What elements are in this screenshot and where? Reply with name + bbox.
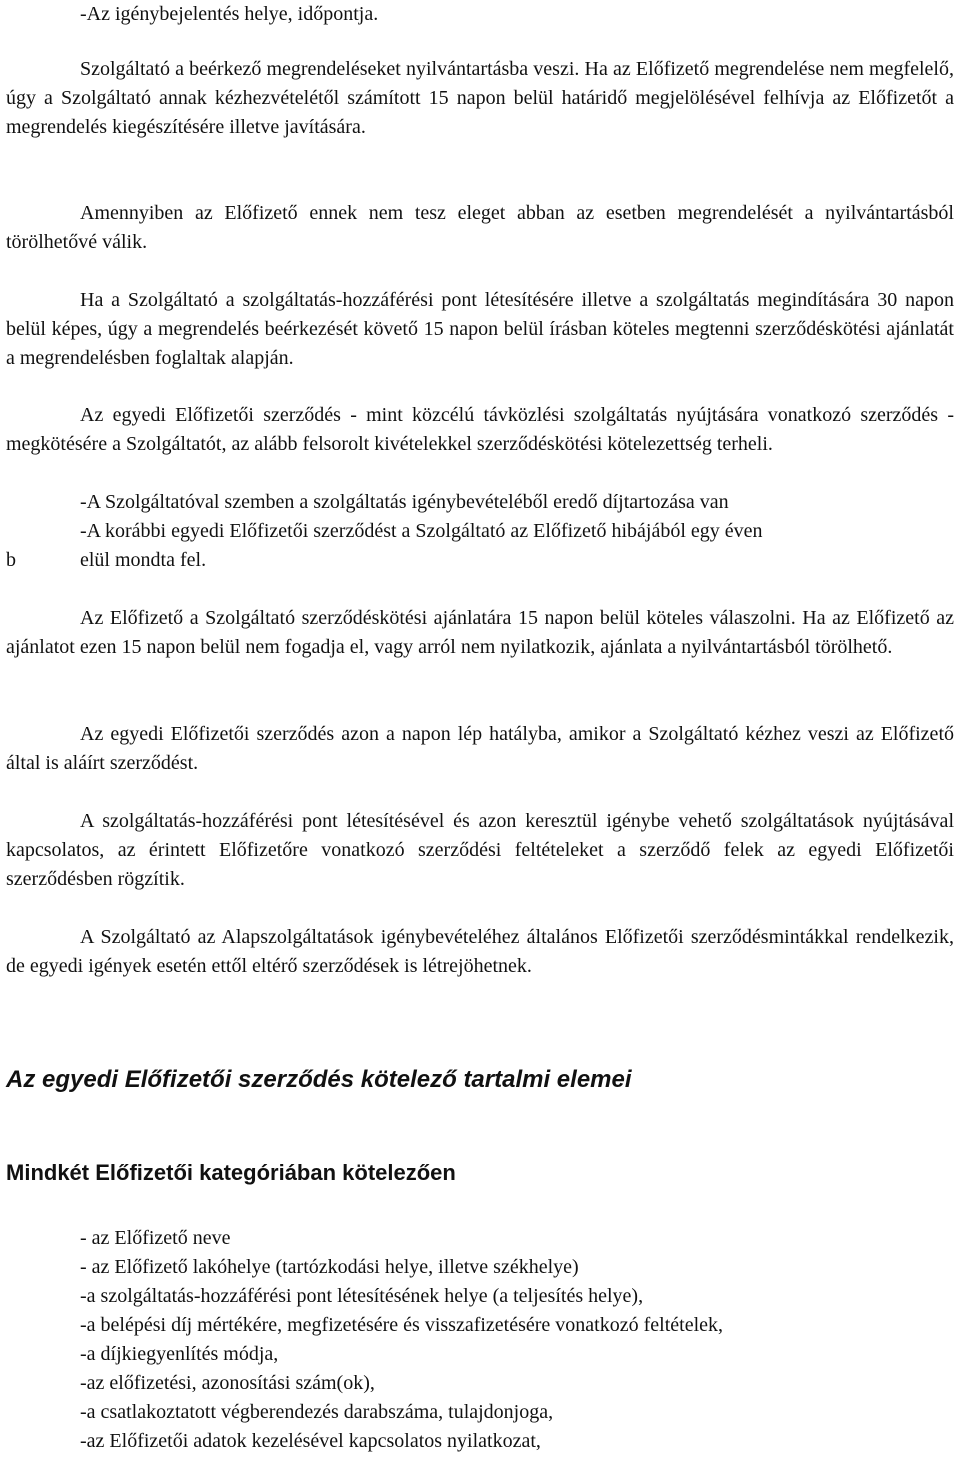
exception-item-previous-contract bbox=[6, 517, 954, 575]
mandatory-elements-list bbox=[6, 1224, 954, 1456]
paragraph-order-registration: Szolgáltató a beérkező megrendeléseket nyilvántartásba veszi. Ha az Előfizető megrendelése nem megfelelő, úgy a Szolgáltató annak kézhezvételétől számított 15 napon belül határidő megjelölésével felhívja az Előfizetőt a megrendelés kiegészítésére illetve javítására. bbox=[6, 58, 954, 138]
paragraph-reply: Az Előfizető a Szolgáltató szerződéskötési ajánlatára 15 napon belül köteles válaszolni. Ha az Előfizető az ajánlatot ezen 15 napon belül nem fogadja el, vagy arról nem nyilatkozik, ajánlata a nyilvántartásból törölhető. bbox=[6, 607, 954, 658]
exception-item-debt: -A Szolgáltatóval szemben a szolgáltatás igénybevételéből eredő díjtartozása van bbox=[80, 491, 729, 513]
paragraph-effective: Az egyedi Előfizetői szerződés azon a napon lép hatályba, amikor a Szolgáltató kézhez veszi az Előfizető által is aláírt szerződést. bbox=[6, 723, 954, 774]
subsection-heading: Mindkét Előfizetői kategóriában kötelezően bbox=[6, 1160, 456, 1185]
list-item: -a csatlakoztatott végberendezés darabszáma, tulajdonjoga, bbox=[80, 1401, 554, 1423]
exception-item-line-2 bbox=[6, 546, 954, 575]
paragraph-templates: A Szolgáltató az Alapszolgáltatások igénybevételéhez általános Előfizetői szerződésmintákkal rendelkezik, de egyedi igények esetén ettől eltérő szerződések is létrejöhetnek. bbox=[6, 926, 954, 977]
stray-letter: b bbox=[6, 549, 16, 571]
list-item: - az Előfizető lakóhelye (tartózkodási helye, illetve székhelye) bbox=[80, 1256, 579, 1278]
list-item: -az Előfizetői adatok kezelésével kapcsolatos nyilatkozat, bbox=[80, 1430, 541, 1452]
list-item: - az Előfizető neve bbox=[80, 1227, 231, 1249]
list-item: -a szolgáltatás-hozzáférési pont létesítésének helye (a teljesítés helye), bbox=[80, 1285, 644, 1307]
list-item: -a belépési díj mértékére, megfizetésére és visszafizetésére vonatkozó feltételek, bbox=[80, 1314, 723, 1336]
section-heading: Az egyedi Előfizetői szerződés kötelező tartalmi elemei bbox=[6, 1066, 632, 1093]
paragraph-obligation: Az egyedi Előfizetői szerződés - mint közcélú távközlési szolgáltatás nyújtására vonatkozó szerződés - megkötésére a Szolgáltatót, az alább felsorolt kivételekkel szerződéskötési kötelezettség terheli. bbox=[6, 404, 954, 455]
paragraph-conditions: A szolgáltatás-hozzáférési pont létesítésével és azon keresztül igénybe vehető szolgáltatások nyújtásával kapcsolatos, az érintett Előfizetőre vonatkozó szerződési feltételeket a szerződő felek az egyedi Előfizetői szerződésben rögzítik. bbox=[6, 810, 954, 890]
intro-line: -Az igénybejelentés helye, időpontja. bbox=[80, 3, 379, 25]
list-item: -a díjkiegyenlítés módja, bbox=[80, 1343, 279, 1365]
paragraph-offer: Ha a Szolgáltató a szolgáltatás-hozzáférési pont létesítésére illetve a szolgáltatás megindítására 30 napon belül képes, úgy a megrendelés beérkezését követő 15 napon belül írásban köteles megtenni szerződéskötési ajánlatát a megrendelésben foglaltak alapján. bbox=[6, 289, 954, 369]
paragraph-deletion: Amennyiben az Előfizető ennek nem tesz eleget abban az esetben megrendelését a nyilvántartásból törölhetővé válik. bbox=[6, 202, 954, 253]
exception-item-line-2-text: elül mondta fel. bbox=[80, 549, 207, 571]
list-item: -az előfizetési, azonosítási szám(ok), bbox=[80, 1372, 375, 1394]
exception-item-line-1: -A korábbi egyedi Előfizetői szerződést a Szolgáltató az Előfizető hibájából egy éven bbox=[80, 520, 763, 542]
